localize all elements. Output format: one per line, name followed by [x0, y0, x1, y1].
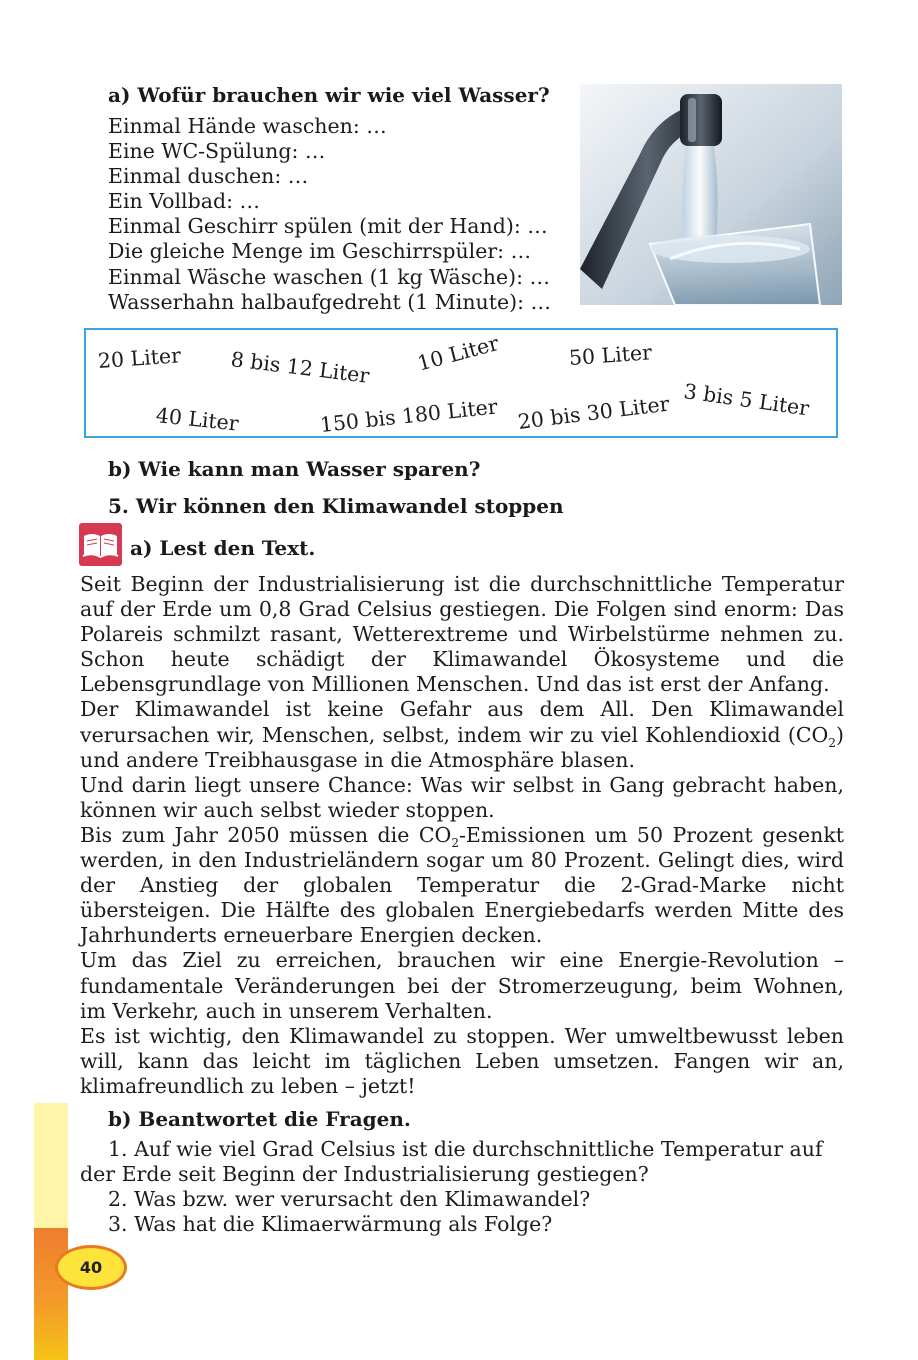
usage-item: Wasserhahn halbaufgedreht (1 Minute): …	[108, 289, 552, 314]
question: 3. Was hat die Klimaerwärmung als Folge?	[108, 1212, 553, 1237]
paragraph: Um das Ziel zu erreichen, brauchen wir eine Energie-Revolution – fundamentale Veränderungen bei der Stromerzeugung, beim Wohnen, im Verkehr, auch in unserem Verhalten.	[80, 948, 844, 1023]
paragraph: Bis zum Jahr 2050 müssen die $CO_2$-Emissionen um 50 Prozent gesenkt werden, in den Industrieländern sogar um 80 Prozent. Gelingt dies, wird der Anstieg der globalen Temperatur die 2-Grad-Marke nicht übersteigen. Die Hälfte des globalen Energiebedarfs werden Mitte des Jahrhunderts erneuerbare Energien decken.	[80, 822, 845, 948]
paragraph: Und darin liegt unsere Chance: Was wir selbst in Gang gebracht haben, können wir auch selbst wieder stoppen.	[80, 772, 844, 822]
amount-label: 150 bis 180 Liter	[318, 394, 499, 437]
usage-item: Ein Vollbad: …	[108, 189, 261, 214]
amount-label: 8 bis 12 Liter	[229, 347, 371, 388]
task5-heading: 5. Wir können den Klimawandel stoppen	[108, 494, 564, 518]
usage-item: Die gleiche Menge im Geschirrspüler: …	[108, 239, 532, 264]
page-number: 40	[55, 1245, 127, 1290]
question: 2. Was bzw. wer verursacht den Klimawandel?	[108, 1187, 591, 1212]
read-heading: a) Lest den Text.	[130, 536, 316, 560]
question-list	[80, 1137, 844, 1237]
amount-label: 20 bis 30 Liter	[516, 391, 671, 434]
amounts-box	[84, 328, 838, 438]
side-strip	[34, 1228, 68, 1360]
usage-item: Eine WC-Spülung: …	[108, 139, 326, 164]
open-book-icon	[79, 523, 122, 566]
amount-label: 50 Liter	[568, 340, 653, 370]
amount-label: 3 bis 5 Liter	[682, 379, 811, 421]
answer-heading: b) Beantwortet die Fragen.	[108, 1107, 411, 1131]
reading-text	[80, 572, 844, 1099]
usage-list	[108, 114, 578, 315]
usage-item: Einmal Hände waschen: …	[108, 114, 387, 138]
amount-label: 20 Liter	[97, 343, 182, 373]
usage-item: Einmal duschen: …	[108, 164, 309, 189]
question: 1. Auf wie viel Grad Celsius ist die durchschnittliche Temperatur auf der Erde seit Beginn der Industrialisierung gestiegen?	[80, 1137, 823, 1187]
usage-item: Einmal Wäsche waschen (1 kg Wäsche): …	[108, 264, 551, 289]
usage-item: Einmal Geschirr spülen (mit der Hand): …	[108, 214, 548, 239]
section-b-heading: b) Wie kann man Wasser sparen?	[108, 457, 481, 481]
paragraph: Seit Beginn der Industrialisierung ist die durchschnittliche Temperatur auf der Erde um 0,8 Grad Celsius gestiegen. Die Folgen sind enorm: Das Polareis schmilzt rasant, Wetterextreme und Wirbelstürme nehmen zu. Schon heute schädigt der Klimawandel Ökosysteme und die Lebensgrundlage von Millionen Menschen. Und das ist erst der Anfang.	[80, 572, 844, 697]
paragraph: Es ist wichtig, den Klimawandel zu stoppen. Wer umweltbewusst leben will, kann das leicht im täglichen Leben umsetzen. Fangen wir an, klimafreundlich zu leben – jetzt!	[80, 1023, 844, 1098]
section-a-heading: a) Wofür brauchen wir wie viel Wasser?	[108, 83, 550, 107]
paragraph: Der Klimawandel ist keine Gefahr aus dem All. Den Klimawandel verursachen wir, Menschen, selbst, indem wir zu viel Kohlendioxid $(CO_2)$ und andere Treibhausgase in die Atmosphäre blasen.	[80, 697, 844, 772]
faucet-illustration	[580, 84, 842, 305]
faucet-photo	[580, 84, 842, 305]
amount-label: 10 Liter	[414, 330, 502, 376]
amount-label: 40 Liter	[154, 403, 240, 436]
